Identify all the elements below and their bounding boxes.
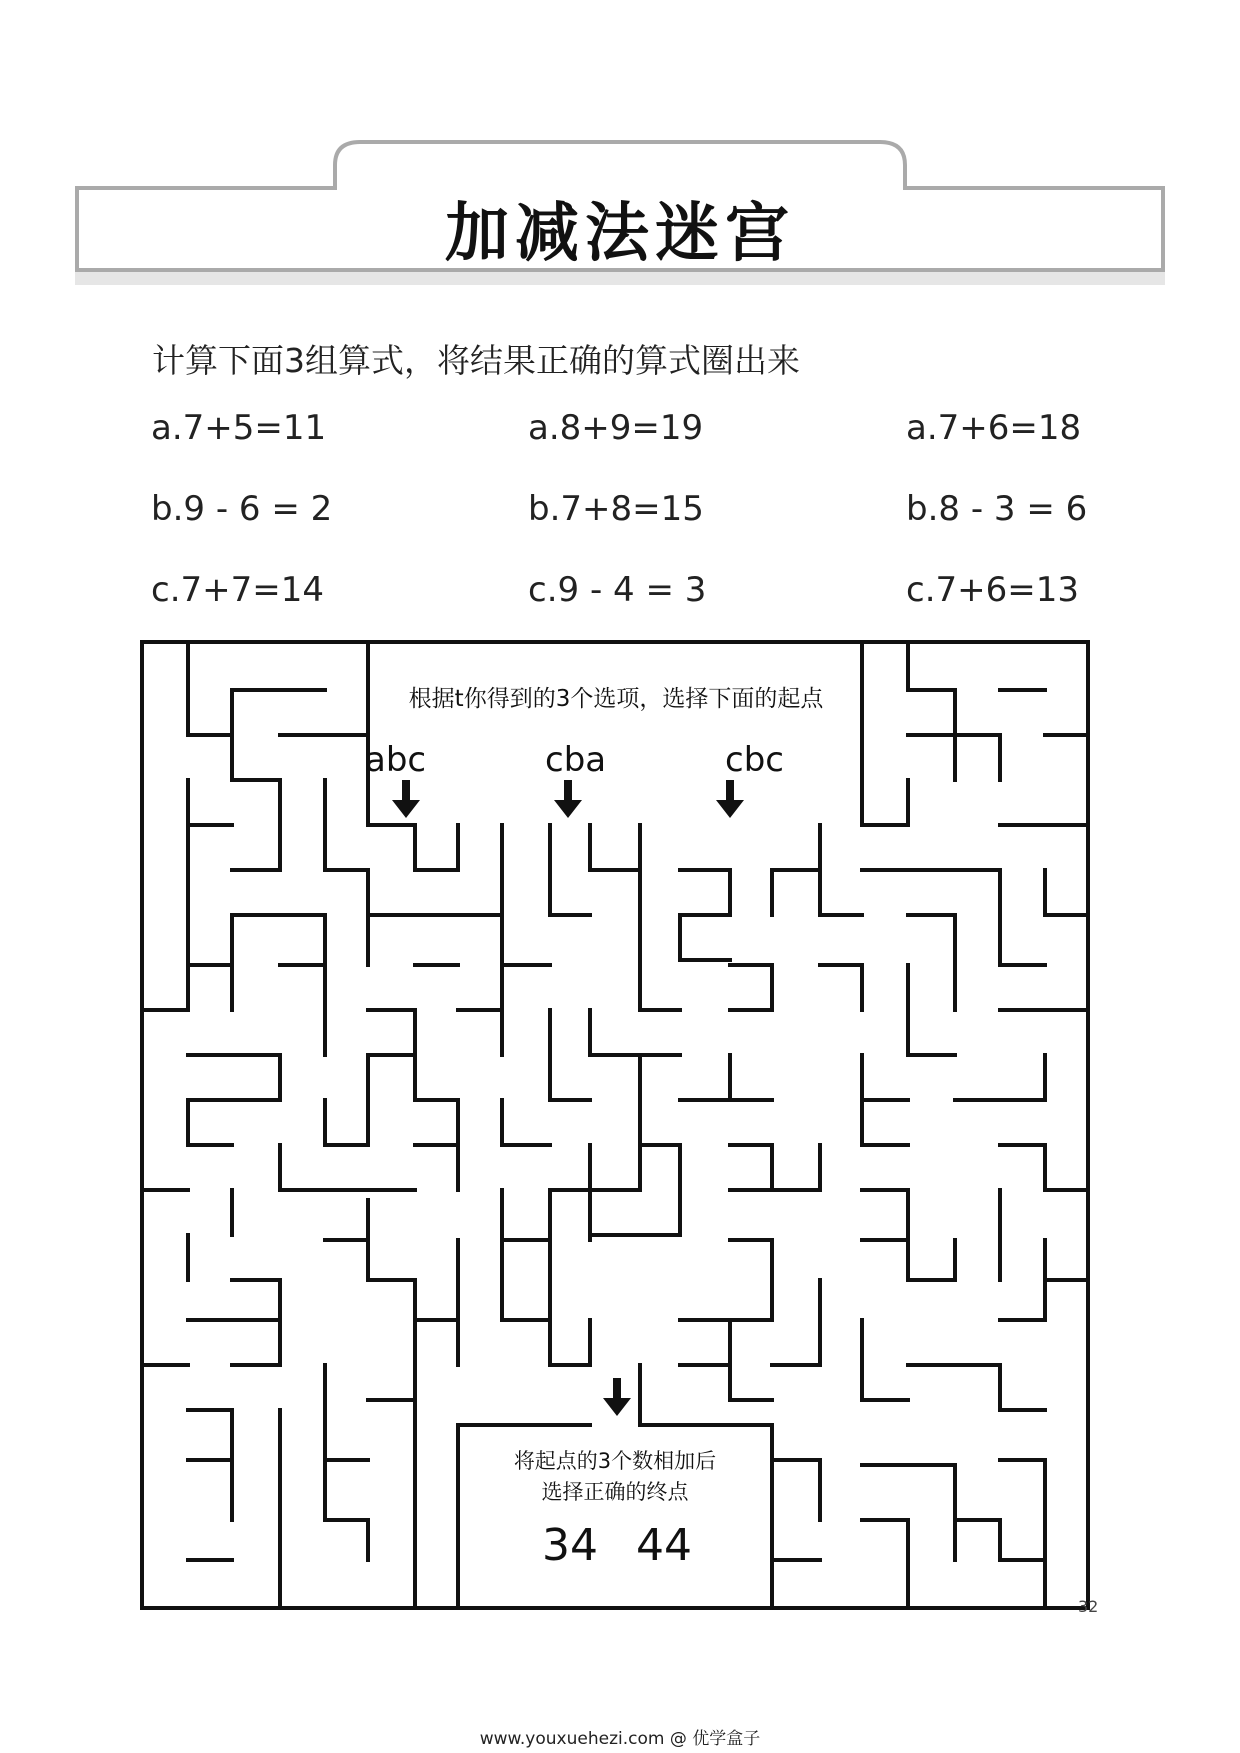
equation-3c[interactable]: c.7+6=13 xyxy=(906,570,1080,610)
equation-1b[interactable]: b.9 - 6 = 2 xyxy=(151,489,333,529)
equation-1a[interactable]: a.7+5=11 xyxy=(151,408,327,448)
title-banner xyxy=(75,140,1165,285)
equation-2a[interactable]: a.8+9=19 xyxy=(528,408,704,448)
arrow-down-icon-cba xyxy=(554,780,582,818)
page-number: 32 xyxy=(1078,1597,1099,1616)
equation-2c[interactable]: c.9 - 4 = 3 xyxy=(528,570,707,610)
start-cba[interactable]: cba xyxy=(545,740,607,780)
instruction-text: 计算下面3组算式，将结果正确的算式圈出来 xyxy=(152,341,800,380)
arrow-down-icon-abc xyxy=(392,780,420,818)
equation-3a[interactable]: a.7+6=18 xyxy=(906,408,1082,448)
end-44[interactable]: 44 xyxy=(636,1520,692,1571)
start-cbc[interactable]: cbc xyxy=(725,740,784,780)
footer-watermark: www.youxuehezi.com @ 优学盒子 xyxy=(479,1729,761,1749)
maze xyxy=(140,640,1090,1610)
equation-1c[interactable]: c.7+7=14 xyxy=(151,570,325,610)
end-34[interactable]: 34 xyxy=(542,1520,598,1571)
top-box-text: 根据t你得到的3个选项，选择下面的起点 xyxy=(408,686,824,712)
start-abc[interactable]: abc xyxy=(365,740,427,780)
arrow-down-icon-end xyxy=(603,1378,631,1416)
equation-3b[interactable]: b.8 - 3 = 6 xyxy=(906,489,1088,529)
equation-2b[interactable]: b.7+8=15 xyxy=(528,489,704,529)
bottom-box-line2: 选择正确的终点 xyxy=(541,1480,689,1504)
bottom-box-line1: 将起点的3个数相加后 xyxy=(513,1449,717,1473)
arrow-down-icon-cbc xyxy=(716,780,744,818)
page-title: 加减法迷宫 xyxy=(445,197,795,271)
